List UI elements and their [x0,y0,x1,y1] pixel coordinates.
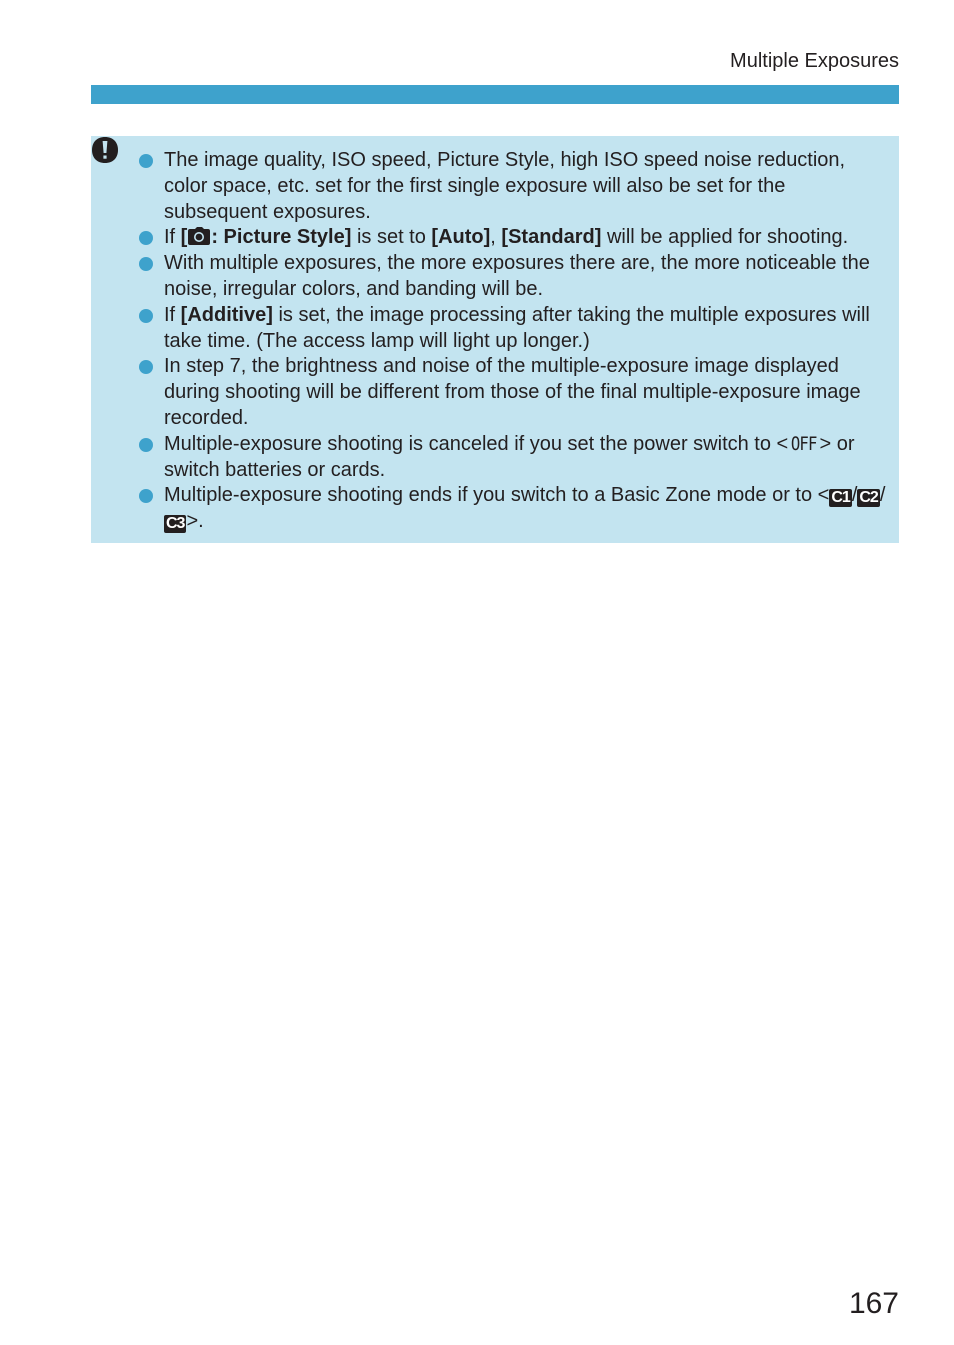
note-text: is set to [351,226,432,249]
list-item [139,148,889,225]
header-accent-bar [91,85,899,104]
setting-auto: [Auto] [431,226,491,249]
bullet-icon [139,309,153,323]
bullet-icon [139,360,153,374]
menu-ref-picture-style: : Picture Style] [211,226,352,249]
list-item [139,225,889,251]
setting-standard: [Standard] [501,226,602,249]
bullet-icon [139,438,153,452]
custom-mode-c2-icon: C2 [859,489,878,507]
page-number: 167 [848,1287,899,1320]
custom-mode-c3-icon: C3 [166,515,185,533]
note-text: will be applied for shooting. [601,226,849,249]
note-text: >. [186,510,204,533]
list-item [139,303,889,355]
bullet-icon [139,154,153,168]
note-text: , [490,226,502,249]
note-text: Multiple-exposure shooting ends if you switch to a Basic Zone mode or to < [164,484,830,507]
note-text: > or switch batteries or cards. [164,432,855,481]
note-text: With multiple exposures, the more exposures there are, the more noticeable the noise, irregular colors, and banding will be. [164,252,870,300]
setting-additive: [Additive] [180,303,273,326]
menu-ref-bracket: [ [180,226,188,249]
camera-icon [188,227,210,245]
custom-mode-c1-icon: C1 [831,489,850,507]
caution-box [91,136,899,543]
note-text: is set, the image processing after taking the multiple exposures will take time. (The access lamp will light up longer.) [164,303,870,352]
exclamation-caution-icon [91,136,119,164]
list-item [139,483,889,535]
power-off-symbol: OFF [791,432,817,455]
note-text: If [164,303,181,326]
section-title: Multiple Exposures [730,50,899,72]
bullet-icon [139,489,153,503]
note-text: Multiple-exposure shooting is canceled if you set the power switch to < [164,432,789,455]
list-item [139,251,889,303]
bullet-icon [139,231,153,245]
caution-notes-list [139,148,889,535]
separator: / [879,484,886,507]
note-text: If [164,226,181,249]
bullet-icon [139,257,153,271]
list-item [139,432,889,484]
note-text: In step 7, the brightness and noise of the multiple-exposure image displayed during shooting will be different from those of the final multiple-exposure image recorded. [164,355,861,429]
list-item [139,354,889,431]
separator: / [851,484,858,507]
note-text: The image quality, ISO speed, Picture Style, high ISO speed noise reduction, color space, etc. set for the first single exposure will also be set for the subsequent exposures. [164,149,846,223]
